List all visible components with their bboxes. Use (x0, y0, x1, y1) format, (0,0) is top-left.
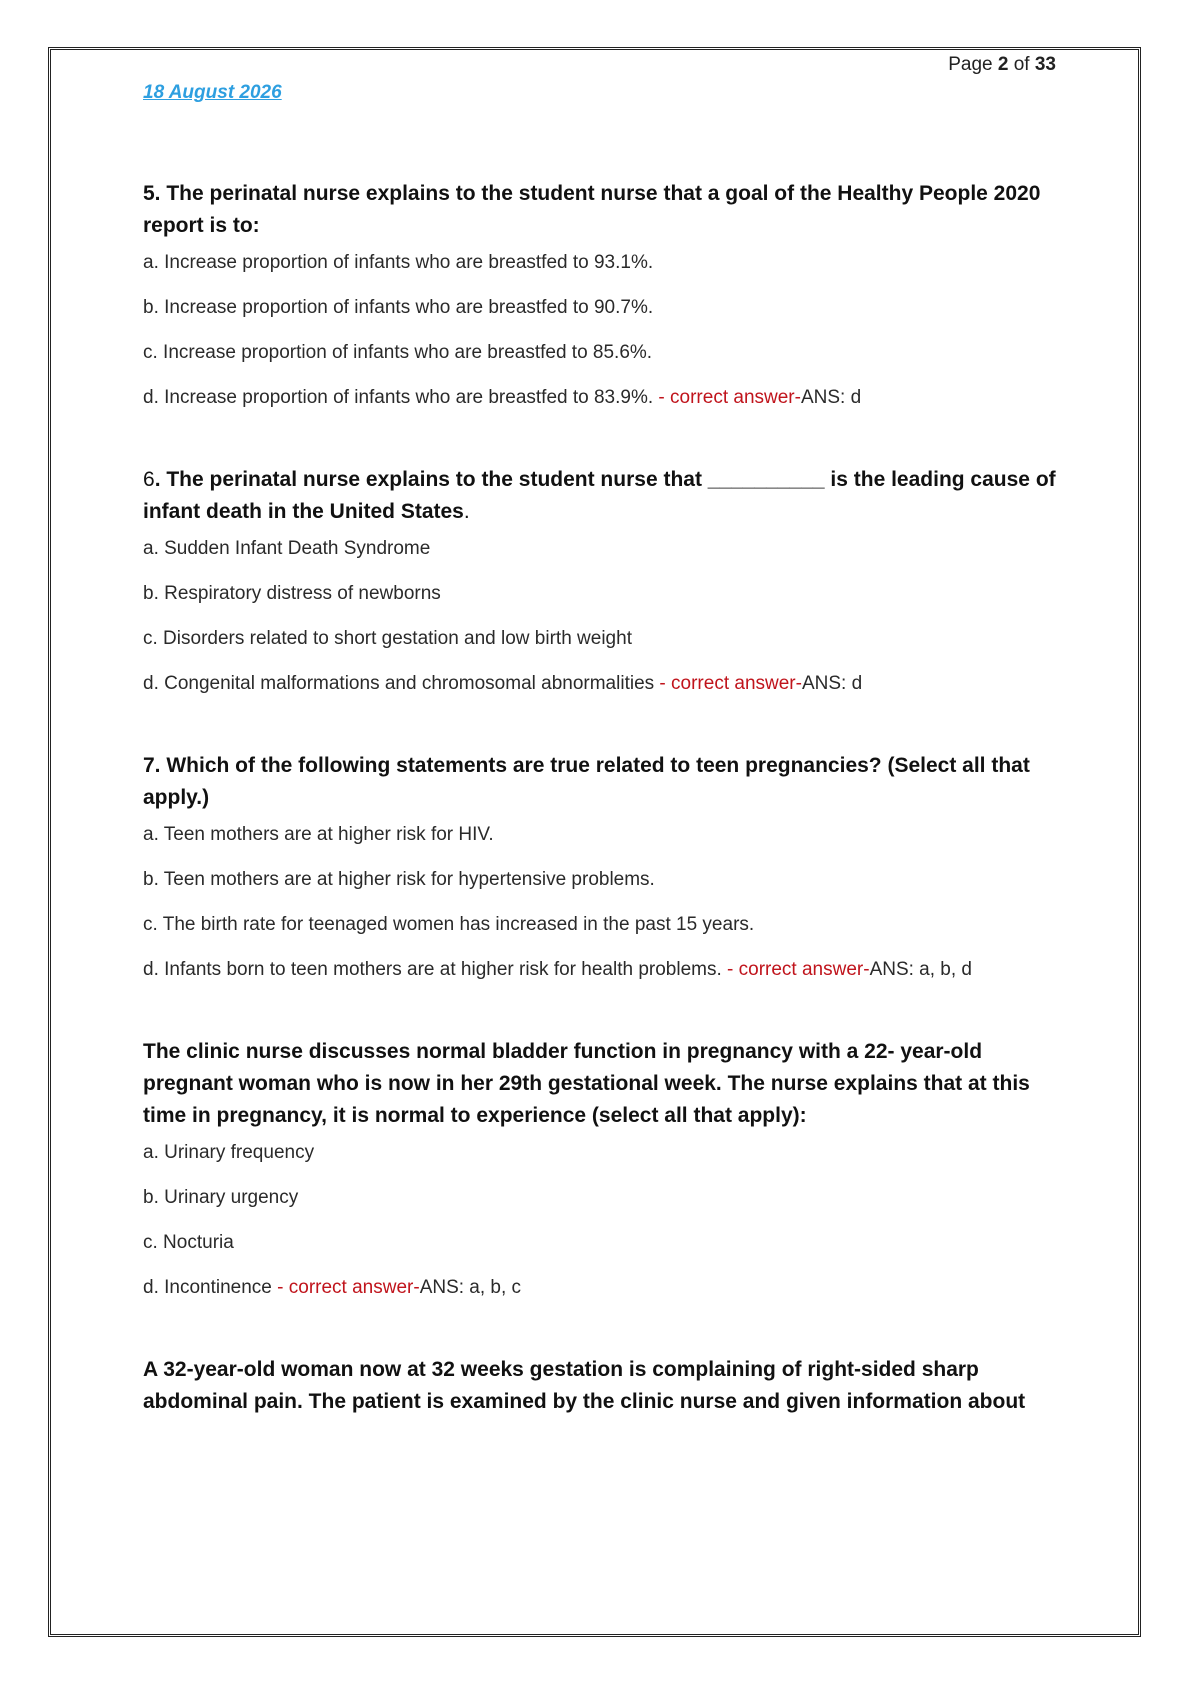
option-b: b. Increase proportion of infants who are breastfed to 90.7%. (143, 297, 654, 318)
option-d (143, 671, 1063, 696)
correct-answer-marker: - correct answer- (654, 673, 802, 694)
option-c: c. The birth rate for teenaged women has increased in the past 15 years. (143, 914, 755, 935)
question-text: 5. The perinatal nurse explains to the student nurse that a goal of the Healthy People 2020 report is to: (143, 182, 1041, 237)
option-d-text: d. Congenital malformations and chromosomal abnormalities (143, 673, 655, 694)
document-content (143, 178, 1063, 1426)
option-d-text: d. Incontinence (143, 1277, 272, 1298)
question-5 (143, 178, 1063, 410)
option-d-text: d. Infants born to teen mothers are at higher risk for health problems. (143, 959, 722, 980)
page-of: of (1013, 54, 1030, 75)
option-a: a. Increase proportion of infants who are breastfed to 93.1%. (143, 252, 654, 273)
option-b: b. Teen mothers are at higher risk for hypertensive problems. (143, 869, 655, 890)
question-text: The clinic nurse discusses normal bladder function in pregnancy with a 22- year-old pregnant woman who is now in her 29th gestational week. The nurse explains that at this time in pregnancy, it is normal to experience (select all that apply): (143, 1040, 1030, 1127)
answer-key: ANS: d (800, 387, 862, 408)
question-text (143, 464, 1063, 528)
question-6 (143, 464, 1063, 696)
question-body: . The perinatal nurse explains to the student nurse that __________ is the leading cause of infant death in the United States (143, 468, 1056, 523)
option-d (143, 385, 1063, 410)
option-c: c. Increase proportion of infants who are breastfed to 85.6%. (143, 342, 653, 363)
answer-key: ANS: a, b, d (869, 959, 973, 980)
correct-answer-marker: - correct answer- (271, 1277, 420, 1298)
date-link[interactable]: 18 August 2026 (143, 82, 282, 103)
correct-answer-marker: - correct answer- (653, 387, 801, 408)
option-a: a. Teen mothers are at higher risk for HIV. (143, 824, 494, 845)
option-c: c. Disorders related to short gestation and low birth weight (143, 628, 632, 649)
question-7 (143, 750, 1063, 982)
option-b: b. Urinary urgency (143, 1187, 299, 1208)
option-d (143, 1275, 1063, 1300)
option-d-text: d. Increase proportion of infants who are breastfed to 83.9%. (143, 387, 654, 408)
correct-answer-marker: - correct answer- (721, 959, 870, 980)
option-a: a. Urinary frequency (143, 1142, 315, 1163)
page-number (600, 54, 1056, 76)
question-text: 7. Which of the following statements are true related to teen pregnancies? (Select all that apply.) (143, 754, 1030, 809)
page-current: 2 (997, 54, 1009, 75)
answer-key: ANS: d (801, 673, 863, 694)
question-bladder-function (143, 1036, 1063, 1300)
option-a: a. Sudden Infant Death Syndrome (143, 538, 431, 559)
question-abdominal-pain (143, 1354, 1063, 1418)
answer-key: ANS: a, b, c (419, 1277, 522, 1298)
option-b: b. Respiratory distress of newborns (143, 583, 441, 604)
page-label: Page (948, 54, 993, 75)
question-number: 6 (143, 468, 155, 491)
question-text: A 32-year-old woman now at 32 weeks gestation is complaining of right-sided sharp abdominal pain. The patient is examined by the clinic nurse and given information about (143, 1358, 1026, 1413)
page-total: 33 (1034, 54, 1056, 75)
question-tail: . (463, 500, 470, 523)
option-d (143, 957, 1063, 982)
option-c: c. Nocturia (143, 1232, 234, 1253)
